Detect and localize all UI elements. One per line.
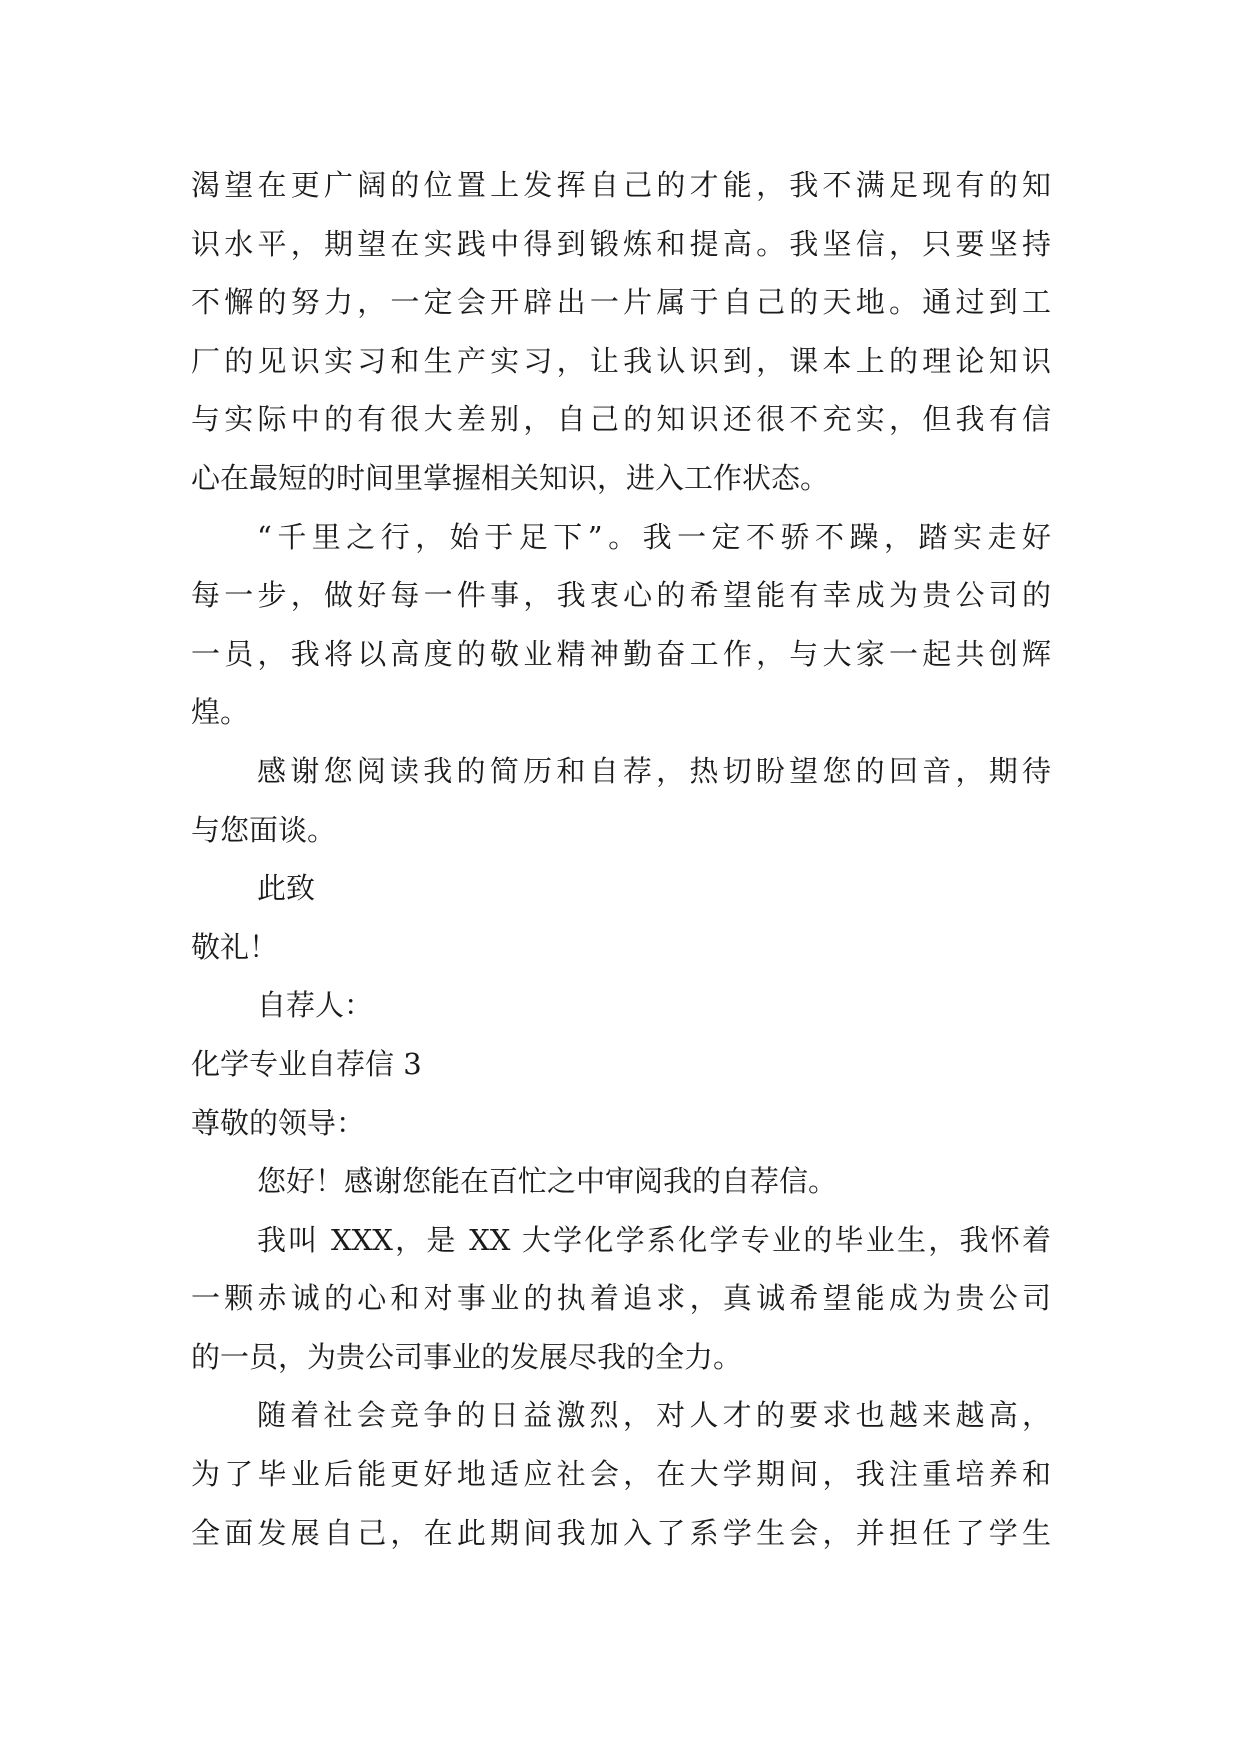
text-line: 的一员，为贵公司事业的发展尽我的全力。 [191,1339,743,1374]
text-line: 识水平，期望在实践中得到锻炼和提高。我坚信，只要坚持 [191,226,1051,261]
text-line: 每一步，做好每一件事，我衷心的希望能有幸成为贵公司的 [191,578,1051,613]
text-line: 与实际中的有很大差别，自己的知识还很不充实，但我有信 [191,402,1051,437]
text-line: 随着社会竞争的日益激烈，对人才的要求也越来越高， [257,1398,1051,1433]
text-line: 感谢您阅读我的简历和自荐，热切盼望您的回音，期待 [257,753,1051,788]
text-line: 尊敬的领导： [191,1105,366,1140]
text-line: 煌。 [191,695,250,730]
text-line: 渴望在更广阔的位置上发挥自己的才能，我不满足现有的知 [191,168,1051,202]
text-line: “千里之行，始于足下”。我一定不骄不躁，踏实走好 [257,519,1051,554]
text-line: 与您面谈。 [191,812,337,847]
text-line: 一颗赤诚的心和对事业的执着追求，真诚希望能成为贵公司 [191,1281,1051,1316]
letter-body [191,156,1051,1562]
text-line: 厂的见识实习和生产实习，让我认识到，课本上的理论知识 [191,343,1051,378]
text-line: 不懈的努力，一定会开辟出一片属于自己的天地。通过到工 [191,285,1051,320]
text-line: 自荐人： [257,988,374,1023]
text-line: 一员，我将以高度的敬业精神勤奋工作，与大家一起共创辉 [191,636,1051,671]
text-line: 敬礼！ [191,929,279,964]
text-line: 我叫 XXX，是 XX 大学化学系化学专业的毕业生，我怀着 [257,1222,1051,1257]
text-line: 全面发展自己，在此期间我加入了系学生会，并担任了学生 [191,1515,1051,1550]
text-line: 您好！感谢您能在百忙之中审阅我的自荐信。 [257,1164,838,1199]
text-line: 心在最短的时间里掌握相关知识，进入工作状态。 [191,460,830,495]
text-line: 此致 [257,871,316,906]
text-line: 为了毕业后能更好地适应社会，在大学期间，我注重培养和 [191,1457,1051,1492]
text-line: 化学专业自荐信 3 [191,1046,422,1081]
